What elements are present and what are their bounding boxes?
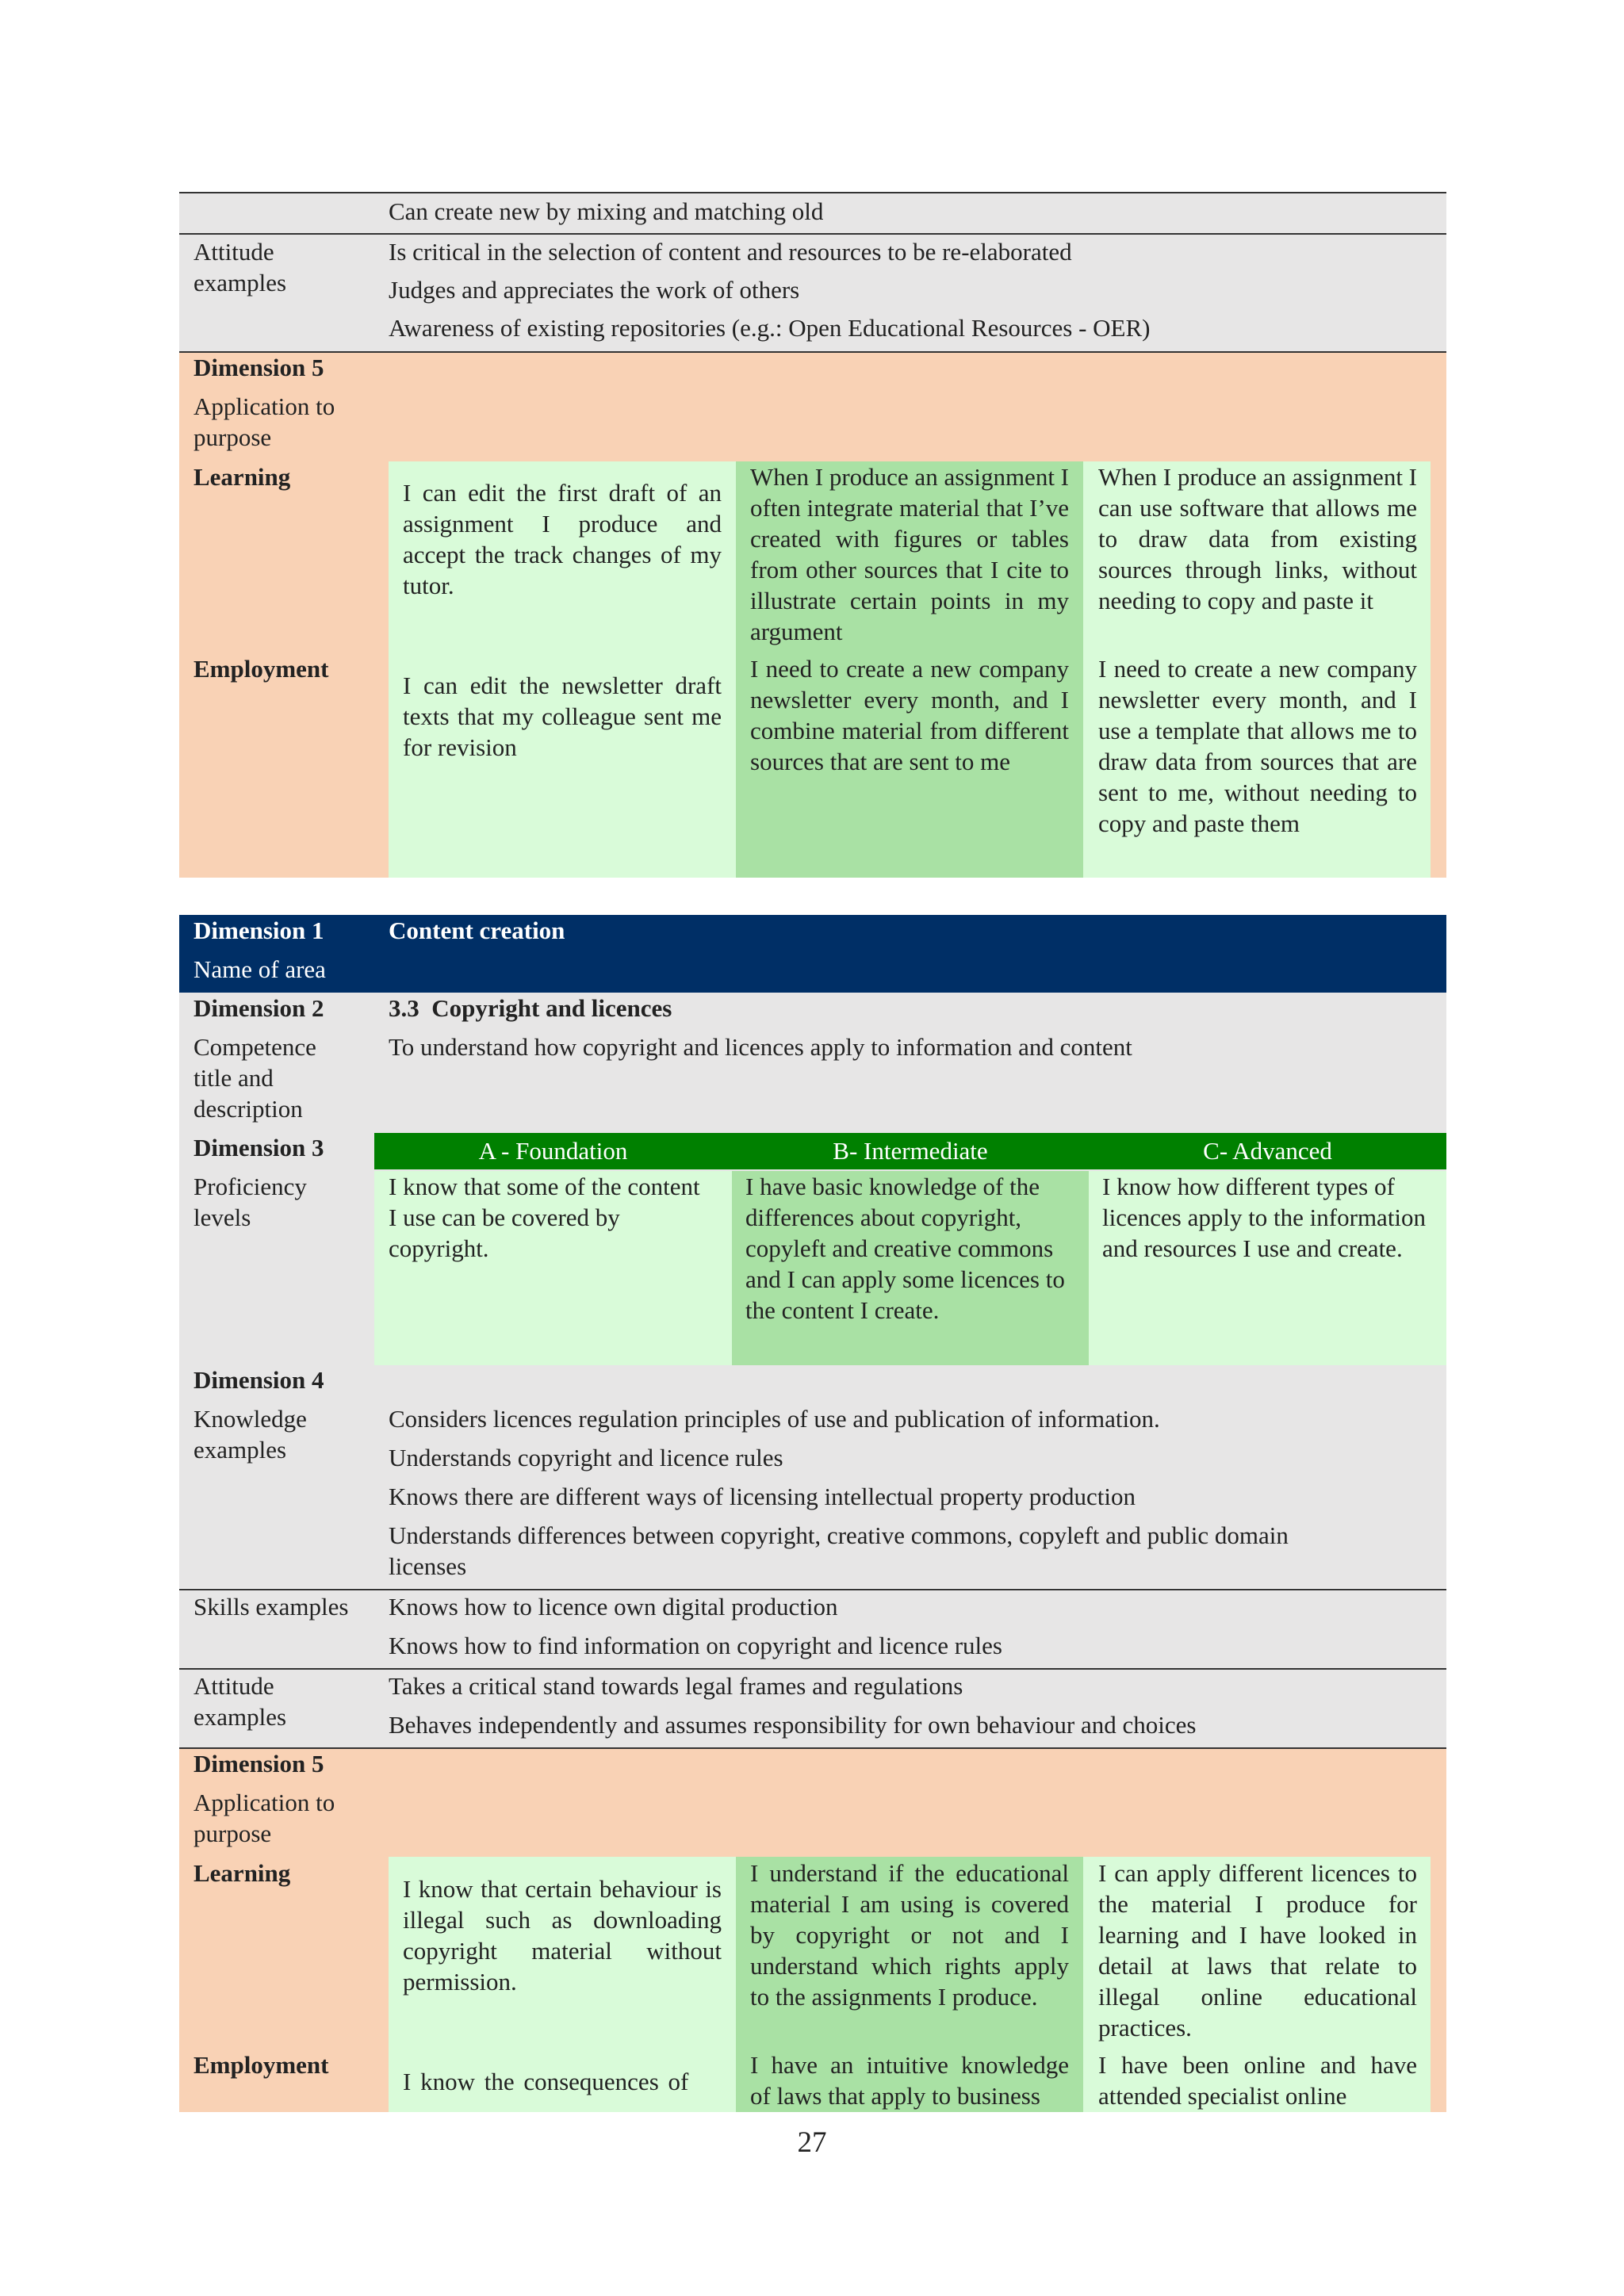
skills-label: Skills examples xyxy=(193,1593,349,1621)
learning-a: I know that certain behaviour is illegal such as downloading copyright material without permission. xyxy=(403,1875,722,1996)
dim3-subtitle: Proficiency levels xyxy=(193,1173,307,1231)
employment-c: I have been online and have attended specialist online xyxy=(1098,2051,1417,2110)
attitude-label: Attitude examples xyxy=(193,1672,287,1731)
dim5-title: Dimension 5 xyxy=(193,1750,324,1777)
top-attitude-item: Judges and appreciates the work of others xyxy=(389,276,800,304)
dim4-subtitle: Knowledge examples xyxy=(193,1405,307,1464)
dim1-title: Dimension 1 xyxy=(193,916,324,944)
dim1-row xyxy=(179,915,1446,993)
area-name: Content creation xyxy=(389,916,565,944)
attitude-item: Takes a critical stand towards legal frames and regulations xyxy=(389,1672,963,1700)
continued-row-text: Can create new by mixing and matching old xyxy=(389,197,824,225)
top-learning-label: Learning xyxy=(193,463,291,491)
top-employment-a: I can edit the newsletter draft texts that my colleague sent me for revision xyxy=(403,672,722,761)
dim1-subtitle: Name of area xyxy=(193,955,326,983)
level-text-c: I know how different types of licences apply to the information and resources I use and create. xyxy=(1102,1173,1427,1262)
top-attitude-label: Attitude examples xyxy=(193,238,287,297)
top-attitude-item: Awareness of existing repositories (e.g.: Open Educational Resources - OER) xyxy=(389,314,1151,342)
page-number: 27 xyxy=(797,2126,827,2159)
skills-item: Knows how to licence own digital production xyxy=(389,1593,838,1621)
dim4-title: Dimension 4 xyxy=(193,1366,324,1394)
competence-description: To understand how copyright and licences apply to information and content xyxy=(389,1033,1132,1061)
top-attitude-item: Is critical in the selection of content and resources to be re-elaborated xyxy=(389,238,1072,266)
employment-a: I know the consequences of xyxy=(403,2068,689,2095)
learning-c: I can apply different licences to the material I produce for learning and I have looked in detail at laws that relate to illegal online educational practices. xyxy=(1098,1859,1417,2042)
top-learning-c: When I produce an assignment I can use software that allows me to draw data from existing sources through links, without needing to copy and paste it xyxy=(1098,463,1418,614)
knowledge-item: Knows there are different ways of licensing intellectual property production xyxy=(389,1483,1136,1510)
dim3-title: Dimension 3 xyxy=(193,1134,324,1161)
employment-label: Employment xyxy=(193,2051,329,2079)
level-text-b: I have basic knowledge of the differences about copyright, copyleft and creative commons and I can apply some licences to the content I create. xyxy=(745,1173,1065,1324)
level-text-a: I know that some of the content I use can be covered by copyright. xyxy=(389,1173,700,1262)
knowledge-item: Understands differences between copyright, creative commons, copyleft and public domain licenses xyxy=(389,1521,1289,1580)
employment-b: I have an intuitive knowledge of laws that apply to business xyxy=(750,2051,1069,2110)
top-dim5-subtitle: Application to purpose xyxy=(193,392,335,451)
attitude-item: Behaves independently and assumes responsibility for own behaviour and choices xyxy=(389,1711,1197,1739)
competence-title: 3.3 Copyright and licences xyxy=(389,994,672,1022)
dim2-subtitle: Competence title and description xyxy=(193,1033,316,1123)
knowledge-item: Understands copyright and licence rules xyxy=(389,1444,783,1471)
top-learning-b: When I produce an assignment I often integrate material that I’ve created with figures or tables from other sources that I cite to illustrate certain points in my argument xyxy=(750,463,1070,645)
dim5-subtitle: Application to purpose xyxy=(193,1789,335,1847)
top-learning-a: I can edit the first draft of an assignment I produce and accept the track changes of my tutor. xyxy=(403,479,722,599)
skills-item: Knows how to find information on copyright and licence rules xyxy=(389,1632,1002,1659)
learning-b: I understand if the educational material I am using is covered by copyright or not and I understand which rights apply to the assignments I produce. xyxy=(750,1859,1069,2011)
dim2-title: Dimension 2 xyxy=(193,994,324,1022)
level-header-b: B- Intermediate xyxy=(732,1133,1089,1169)
knowledge-item: Considers licences regulation principles of use and publication of information. xyxy=(389,1405,1160,1433)
top-employment-label: Employment xyxy=(193,655,329,683)
top-dim5-title: Dimension 5 xyxy=(193,354,324,381)
level-header-a: A - Foundation xyxy=(374,1133,732,1169)
top-employment-c: I need to create a new company newsletter every month, and I use a template that allows me to draw data from sources that are sent to me, without needing to copy and paste them xyxy=(1098,655,1417,837)
learning-label: Learning xyxy=(193,1859,291,1887)
level-header-c: C- Advanced xyxy=(1089,1133,1446,1169)
top-employment-b: I need to create a new company newsletter every month, and I combine material from different sources that are sent to me xyxy=(750,655,1069,775)
